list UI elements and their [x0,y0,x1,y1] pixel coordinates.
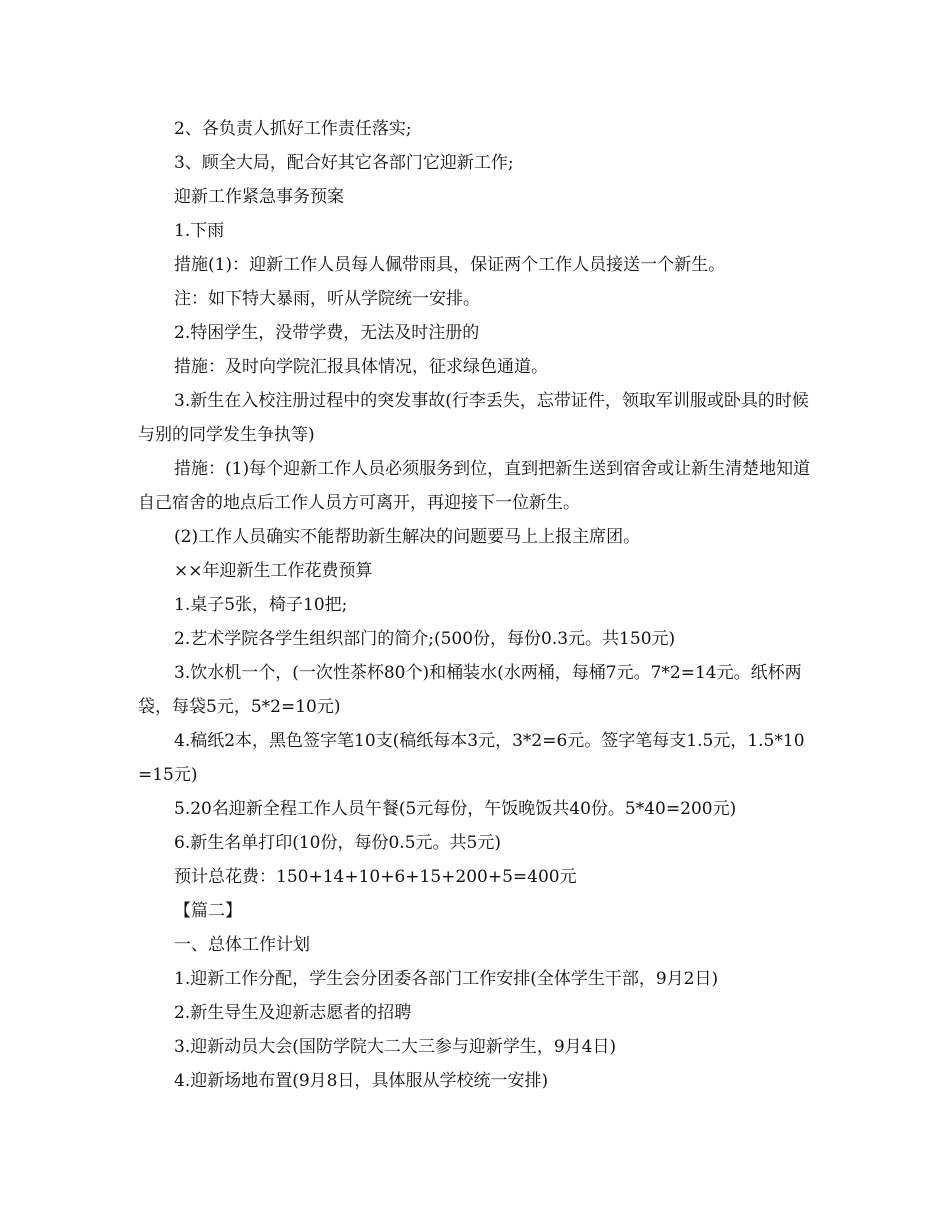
section-heading: 一、总体工作计划 [174,935,310,955]
paragraph: 2.艺术学院各学生组织部门的简介;(500份，每份0.3元。共150元) [174,629,676,649]
paragraph: 3、顾全大局，配合好其它各部门它迎新工作; [174,153,514,173]
paragraph: 1.迎新工作分配，学生会分团委各部门工作安排(全体学生干部，9月2日) [174,969,719,989]
paragraph: 2.特困学生，没带学费，无法及时注册的 [174,323,480,343]
section-heading: 【篇二】 [174,901,242,921]
paragraph: 6.新生名单打印(10份，每份0.5元。共5元) [174,833,501,853]
paragraph: 3.饮水机一个，(一次性茶杯80个)和桶装水(水两桶，每桶7元。7*2=14元。纸杯两袋，每袋5元，5*2=10元) [138,663,802,717]
paragraph: 1.桌子5张，椅子10把; [174,595,348,615]
paragraph: 3.迎新动员大会(国防学院大二大三参与迎新学生，9月4日) [174,1037,617,1057]
paragraph: 措施：(1)每个迎新工作人员必须服务到位，直到把新生送到宿舍或让新生清楚地知道自己宿舍的地点后工作人员方可离开，再迎接下一位新生。 [138,459,811,513]
paragraph: (2)工作人员确实不能帮助新生解决的问题要马上上报主席团。 [174,527,641,547]
paragraph: 预计总花费：150+14+10+6+15+200+5=400元 [174,867,577,887]
paragraph: 2.新生导生及迎新志愿者的招聘 [174,1003,412,1023]
paragraph: 2、各负责人抓好工作责任落实; [174,119,412,139]
document-body [138,112,814,1098]
section-heading: 迎新工作紧急事务预案 [174,187,344,207]
paragraph: 4.迎新场地布置(9月8日，具体服从学校统一安排) [174,1071,549,1091]
paragraph: 3.新生在入校注册过程中的突发事故(行李丢失，忘带证件，领取军训服或卧具的时候与别的同学发生争执等) [138,391,809,445]
section-heading: ××年迎新生工作花费预算 [174,561,373,581]
paragraph: 1.下雨 [174,221,225,241]
paragraph: 措施：及时向学院汇报具体情况，征求绿色通道。 [174,357,548,377]
paragraph: 措施(1)：迎新工作人员每人佩带雨具，保证两个工作人员接送一个新生。 [174,255,726,275]
paragraph: 注：如下特大暴雨，听从学院统一安排。 [174,289,480,309]
paragraph: 5.20名迎新全程工作人员午餐(5元每份，午饭晚饭共40份。5*40=200元) [174,799,737,819]
paragraph: 4.稿纸2本，黑色签字笔10支(稿纸每本3元，3*2=6元。签字笔每支1.5元，1.5*10=15元) [138,731,805,785]
